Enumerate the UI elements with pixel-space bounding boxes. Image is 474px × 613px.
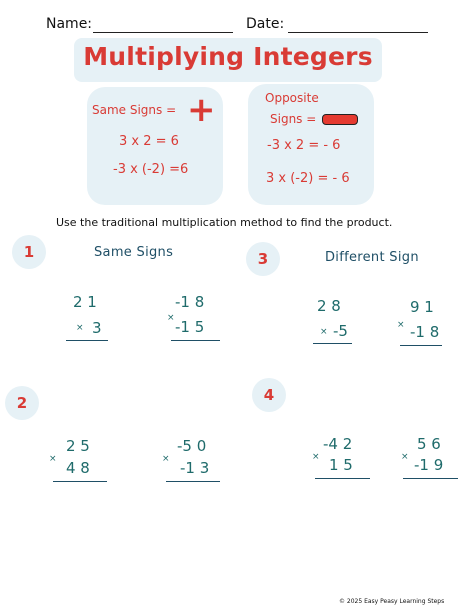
problem-1-top: 2 1 xyxy=(73,293,97,311)
problem-2-answer-line xyxy=(171,340,220,341)
instruction-text: Use the traditional multiplication method to find the product. xyxy=(56,216,393,229)
date-label: Date: xyxy=(246,16,285,32)
problem-4-times-icon: × xyxy=(397,320,405,330)
problem-7-times-icon: × xyxy=(312,452,320,462)
problem-3-top: 2 8 xyxy=(317,297,341,315)
problem-6-answer-line xyxy=(166,481,220,482)
problem-5-top: 2 5 xyxy=(66,437,90,455)
problem-7-bottom: 1 5 xyxy=(329,456,353,474)
page-title: Multiplying Integers xyxy=(83,42,373,71)
problem-1-answer-line xyxy=(66,340,108,341)
problem-6-bottom: -1 3 xyxy=(180,459,210,477)
problem-2-times-icon: × xyxy=(167,313,175,323)
same-signs-example-1: 3 x 2 = 6 xyxy=(119,134,179,149)
opposite-signs-example-2: 3 x (-2) = - 6 xyxy=(266,171,350,186)
problem-1-times-icon: × xyxy=(76,323,84,333)
name-label: Name: xyxy=(46,16,93,32)
section-title-same-signs: Same Signs xyxy=(94,245,174,260)
problem-8-top: 5 6 xyxy=(417,435,441,453)
plus-sign-icon: + xyxy=(187,90,216,130)
section-badge-2: 2 xyxy=(5,386,39,420)
name-line xyxy=(93,32,233,33)
problem-4-answer-line xyxy=(400,345,442,346)
opposite-label: Opposite xyxy=(265,91,319,105)
section-badge-4: 4 xyxy=(252,378,286,412)
same-signs-label: Same Signs = xyxy=(92,103,177,117)
problem-3-times-icon: × xyxy=(320,327,328,337)
problem-8-bottom: -1 9 xyxy=(414,456,444,474)
problem-5-bottom: 4 8 xyxy=(66,459,90,477)
problem-3-bottom: -5 xyxy=(333,322,348,340)
problem-8-times-icon: × xyxy=(401,452,409,462)
minus-sign-icon xyxy=(322,114,358,125)
problem-8-answer-line xyxy=(403,478,458,479)
problem-1-bottom: 3 xyxy=(92,319,102,337)
signs-label: Signs = xyxy=(270,112,317,126)
opposite-signs-example-1: -3 x 2 = - 6 xyxy=(267,138,341,153)
section-badge-3: 3 xyxy=(246,242,280,276)
problem-6-top: -5 0 xyxy=(177,437,207,455)
problem-3-answer-line xyxy=(313,343,352,344)
problem-7-answer-line xyxy=(315,478,370,479)
problem-2-top: -1 8 xyxy=(175,293,205,311)
problem-5-times-icon: × xyxy=(49,454,57,464)
copyright-footer: © 2025 Easy Peasy Learning Steps xyxy=(339,598,445,605)
problem-4-bottom: -1 8 xyxy=(410,323,440,341)
problem-5-answer-line xyxy=(53,481,107,482)
section-title-different-sign: Different Sign xyxy=(325,250,419,265)
problem-2-bottom: -1 5 xyxy=(175,318,205,336)
problem-7-top: -4 2 xyxy=(323,435,353,453)
date-line xyxy=(288,32,428,33)
section-badge-1: 1 xyxy=(12,235,46,269)
problem-4-top: 9 1 xyxy=(410,298,434,316)
problem-6-times-icon: × xyxy=(162,454,170,464)
same-signs-example-2: -3 x (-2) =6 xyxy=(113,162,189,177)
